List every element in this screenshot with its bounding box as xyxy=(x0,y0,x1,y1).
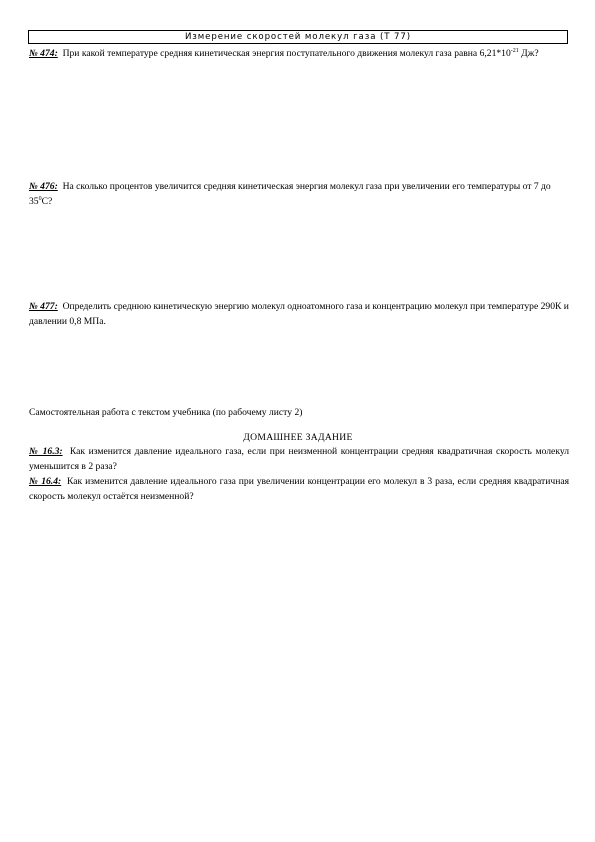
task-474 xyxy=(29,46,569,61)
task-text: Определить среднюю кинетическую энергию молекул одноатомного газа и концентрацию молекул при температуре 290К и давлении 0,8 МПа. xyxy=(29,301,569,327)
task-477 xyxy=(29,299,569,329)
task-number: № 476: xyxy=(29,181,58,192)
page-title: Измерение скоростей молекул газа (Т 77) xyxy=(28,30,568,44)
homework-number: № 16.4: xyxy=(29,476,62,487)
independent-work-note: Самостоятельная работа с текстом учебника (по рабочему листу 2) xyxy=(29,407,303,418)
task-476 xyxy=(29,179,569,209)
homework-text: Как изменится давление идеального газа, если при неизменной концентрации средняя квадратичная скорость молекул уменьшится в 2 раза? xyxy=(29,446,570,472)
task-number: № 477: xyxy=(29,301,58,312)
task-text: На сколько процентов увеличится средняя кинетическая энергия молекул газа при увеличении его температуры от 7 до 35 xyxy=(29,181,551,207)
homework-text: Как изменится давление идеального газа при увеличении концентрации его молекул в 3 раза, если средняя квадратичная скорость молекул остаётся неизменной? xyxy=(29,476,569,502)
task-text-end: Дж? xyxy=(518,48,539,59)
task-exponent: 0 xyxy=(38,196,42,202)
task-text-end: С? xyxy=(41,196,53,207)
homework-heading: ДОМАШНЕЕ ЗАДАНИЕ xyxy=(243,432,353,443)
task-exponent: -21 xyxy=(510,48,519,54)
task-number: № 474: xyxy=(29,48,58,59)
homework-item-16-4 xyxy=(29,474,569,504)
task-text: При какой температуре средняя кинетическая энергия поступательного движения молекул газа равна 6,21*10 xyxy=(62,48,511,59)
homework-number: № 16.3: xyxy=(29,446,63,457)
homework-item-16-3 xyxy=(29,444,569,474)
